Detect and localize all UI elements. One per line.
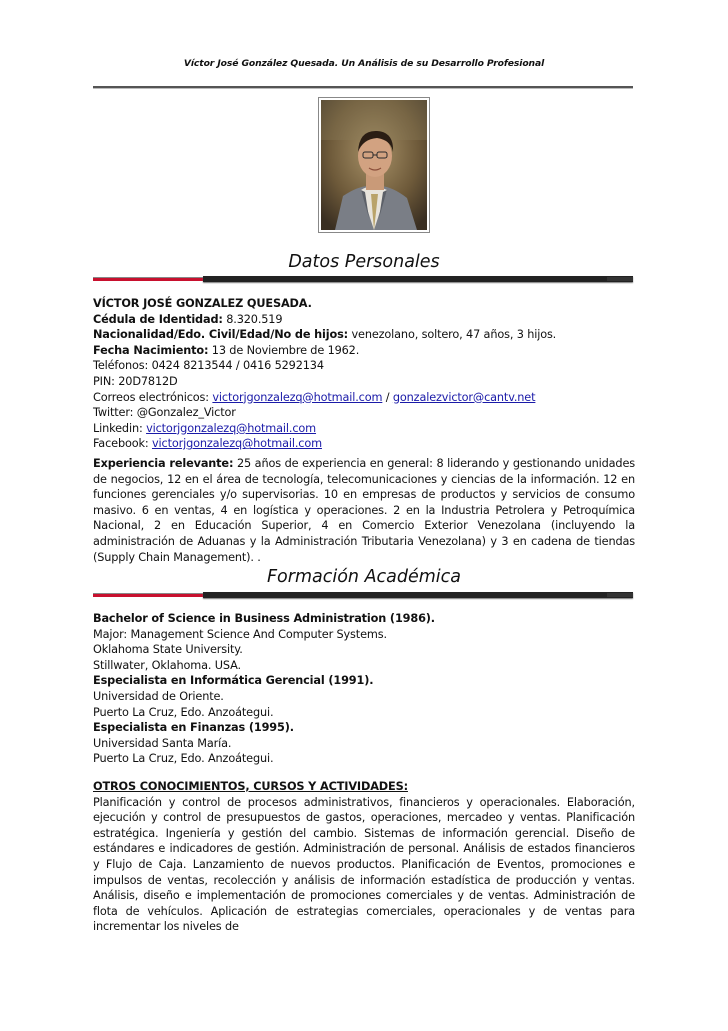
full-name: VÍCTOR JOSÉ GONZALEZ QUESADA.: [93, 297, 312, 310]
correos-label: Correos electrónicos:: [93, 390, 213, 404]
otros-heading: OTROS CONOCIMIENTOS, CURSOS Y ACTIVIDADES:: [93, 780, 408, 793]
degree-title: Especialista en Informática Gerencial (1991).: [93, 674, 374, 688]
degree-detail: Universidad Santa María.: [93, 736, 232, 750]
otros-paragraph: Planificación y control de procesos administrativos, financieros y operacionales. Elaboración, ejecución y control de presupuestos de gastos, operaciones, mercadeo y ventas. Planificación estratégica. Ingeniería y gestión del cambio. Sistemas de información gerencial. Diseño de estándares e indicadores de gestión. Administración de personal. Análisis de estados financieros y Flujo de Caja. Lanzamiento de nuevos productos. Planificación de Eventos, promociones e impulsos de ventas, recolección y análisis de información estadística de producción y ventas. Análisis, diseño e implementación de promociones comerciales y de ventas. Administración de flota de vehículos. Aplicación de estrategias comerciales, operacionales y de ventas para incrementar los niveles de: [93, 795, 635, 934]
email-link-cantv[interactable]: gonzalezvictor@cantv.net: [392, 390, 536, 404]
degree-title: Bachelor of Science in Business Administration (1986).: [93, 612, 435, 625]
section-divider-personal: [93, 276, 633, 284]
education-block: [93, 611, 635, 767]
pin-line: PIN: 20D7812D: [93, 374, 178, 388]
telefonos-line: Teléfonos: 0424 8213544 / 0416 5292134: [93, 359, 324, 373]
degree-detail: Puerto La Cruz, Edo. Anzoátegui.: [93, 705, 274, 719]
nacionalidad-value: venezolano, soltero, 47 años, 3 hijos.: [348, 328, 557, 342]
nacimiento-value: 13 de Noviembre de 1962.: [208, 343, 360, 357]
linkedin-line: [93, 421, 635, 437]
degree-detail: Oklahoma State University.: [93, 643, 243, 657]
section-heading-personal: Datos Personales: [288, 252, 440, 272]
correos-separator: /: [382, 390, 393, 404]
facebook-link[interactable]: victorjgonzalezq@hotmail.com: [151, 437, 322, 451]
facebook-line: [93, 436, 635, 452]
email-link-hotmail[interactable]: victorjgonzalezq@hotmail.com: [212, 390, 383, 404]
cedula-label: Cédula de Identidad:: [93, 312, 223, 326]
experience-text: 25 años de experiencia en general: 8 liderando y gestionando unidades de negocios, 12 en el área de tecnología, telecomunicaciones y ciencias de la información. 12 en funciones gerenciales y/o supervisorias. 10 en empresas de productos y servicios de consumo masivo. 6 en ventas, 4 en logística y operaciones. 2 en la Industria Petrolera y Petroquímica Nacional, 2 en Educación Superior, 4 en Comercio Exterior Venezolana (incluyendo la administración de Aduanas y la Administración Tributaria Venezolana) y 3 en cadena de tiendas (Supply Chain Management). .: [93, 457, 635, 564]
degree-detail: Universidad de Oriente.: [93, 689, 224, 703]
linkedin-label: Linkedin:: [93, 421, 147, 435]
correos-line: [93, 390, 635, 406]
nacionalidad-line: [93, 327, 635, 343]
personal-data-block: [93, 296, 635, 452]
linkedin-link[interactable]: victorjgonzalezq@hotmail.com: [146, 421, 317, 435]
experience-block: [93, 456, 635, 565]
degree-title: Especialista en Finanzas (1995).: [93, 721, 294, 735]
experience-label: Experiencia relevante:: [93, 457, 234, 470]
profile-photo: [318, 97, 430, 233]
cedula-value: 8.320.519: [222, 312, 283, 326]
section-divider-academic: [93, 592, 633, 600]
portrait-image: [321, 100, 427, 230]
otros-block: [93, 779, 635, 935]
nacionalidad-label: Nacionalidad/Edo. Civil/Edad/No de hijos:: [93, 328, 349, 342]
cedula-line: [93, 312, 635, 328]
page-header-title: Víctor José González Quesada. Un Análisis de su Desarrollo Profesional: [183, 58, 545, 69]
facebook-label: Facebook:: [93, 437, 152, 451]
experience-paragraph: [93, 456, 635, 565]
nacimiento-line: [93, 343, 635, 359]
degree-detail: Stillwater, Oklahoma. USA.: [93, 658, 241, 672]
nacimiento-label: Fecha Nacimiento:: [93, 343, 209, 357]
degree-detail: Puerto La Cruz, Edo. Anzoátegui.: [93, 752, 274, 766]
degree-detail: Major: Management Science And Computer Systems.: [93, 627, 387, 641]
section-heading-academic: Formación Académica: [266, 567, 462, 587]
twitter-line: Twitter: @Gonzalez_Victor: [93, 406, 236, 420]
header-rule: [93, 86, 633, 88]
